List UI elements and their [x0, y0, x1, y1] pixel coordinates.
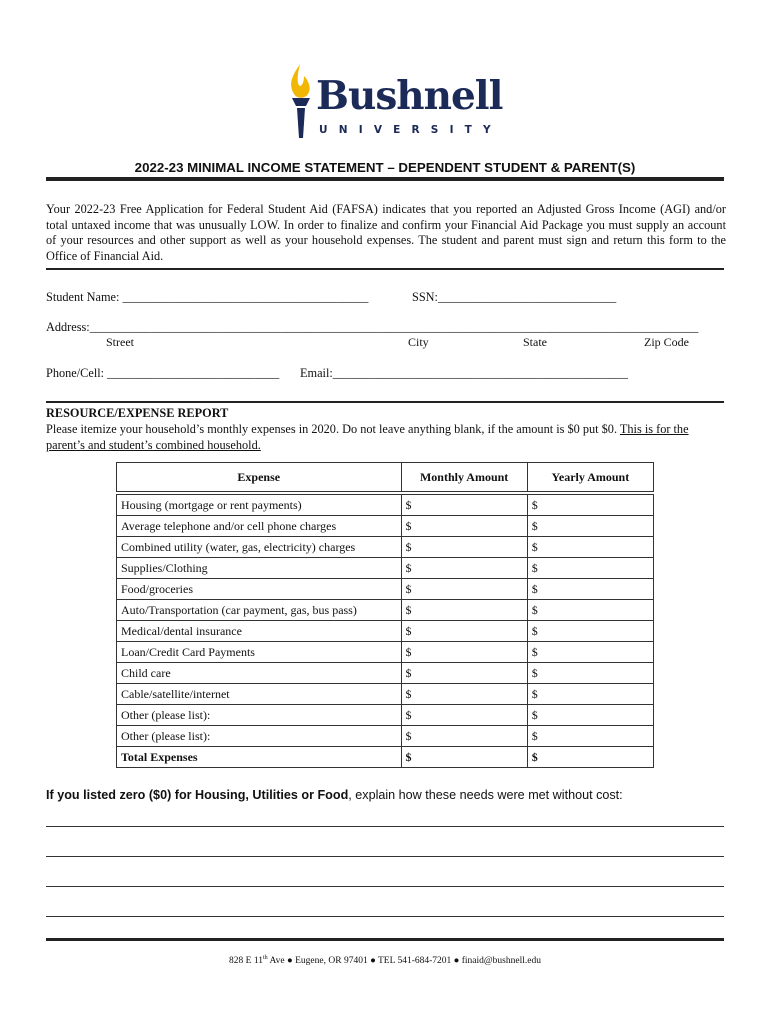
- total-monthly-cell[interactable]: $: [401, 747, 527, 768]
- total-row: [117, 747, 654, 768]
- table-row: [117, 516, 654, 537]
- footer-address: 828 E 11: [229, 956, 263, 967]
- footer-sup: th: [263, 955, 268, 961]
- yearly-amount-cell[interactable]: $: [527, 705, 653, 726]
- footer-contact: [46, 955, 724, 966]
- col-yearly: Yearly Amount: [527, 463, 653, 494]
- monthly-amount-cell[interactable]: $: [401, 516, 527, 537]
- monthly-amount-cell[interactable]: $: [401, 537, 527, 558]
- yearly-amount-cell[interactable]: $: [527, 516, 653, 537]
- report-note-text: Please itemize your household’s monthly expenses in 2020. Do not leave anything blank, if the amount is $0 put $0.: [46, 422, 620, 436]
- expense-label: Medical/dental insurance: [117, 621, 402, 642]
- yearly-amount-cell[interactable]: $: [527, 558, 653, 579]
- expense-label: Other (please list):: [117, 705, 402, 726]
- torch-icon: [286, 62, 316, 140]
- table-row: [117, 684, 654, 705]
- total-label: Total Expenses: [117, 747, 402, 768]
- monthly-amount-cell[interactable]: $: [401, 726, 527, 747]
- yearly-amount-cell[interactable]: $: [527, 663, 653, 684]
- table-row: [117, 663, 654, 684]
- report-rule: [46, 401, 724, 403]
- yearly-amount-cell[interactable]: $: [527, 621, 653, 642]
- table-row: [117, 558, 654, 579]
- expense-label: Housing (mortgage or rent payments): [117, 493, 402, 516]
- explain-line-4[interactable]: [46, 916, 724, 917]
- table-row: [117, 705, 654, 726]
- address-street-label: Street: [106, 335, 134, 349]
- yearly-amount-cell[interactable]: $: [527, 726, 653, 747]
- logo-wordmark: Bushnell: [316, 73, 503, 119]
- report-heading: RESOURCE/EXPENSE REPORT: [46, 406, 229, 420]
- explain-bold: If you listed zero ($0) for Housing, Utilities or Food: [46, 788, 349, 802]
- explain-line-3[interactable]: [46, 886, 724, 887]
- monthly-amount-cell[interactable]: $: [401, 663, 527, 684]
- bushnell-logo: [286, 62, 503, 142]
- monthly-amount-cell[interactable]: $: [401, 642, 527, 663]
- expense-label: Supplies/Clothing: [117, 558, 402, 579]
- expense-table: [116, 462, 654, 768]
- address-state-label: State: [523, 335, 547, 349]
- expense-label: Cable/satellite/internet: [117, 684, 402, 705]
- email-field[interactable]: Email:________________________________________________: [300, 366, 628, 380]
- expense-label: Combined utility (water, gas, electricity) charges: [117, 537, 402, 558]
- yearly-amount-cell[interactable]: $: [527, 600, 653, 621]
- total-yearly-cell[interactable]: $: [527, 747, 653, 768]
- explain-line-2[interactable]: [46, 856, 724, 857]
- explain-prompt: [46, 788, 623, 802]
- intro-rule: [46, 268, 724, 270]
- title-rule: [46, 177, 724, 181]
- yearly-amount-cell[interactable]: $: [527, 537, 653, 558]
- logo-subtitle: UNIVERSITY: [319, 124, 502, 136]
- expense-label: Average telephone and/or cell phone charges: [117, 516, 402, 537]
- table-row: [117, 621, 654, 642]
- intro-paragraph: Your 2022-23 Free Application for Federal Student Aid (FAFSA) indicates that you reported an Adjusted Gross Income (AGI) and/or total untaxed income that was unusually LOW. In order to finalize and confirm your Financial Aid Package you must supply an account of your resources and other support as well as your household expenses. The student and parent must sign and return this form to the Office of Financial Aid.: [46, 202, 726, 264]
- phone-field[interactable]: Phone/Cell: ____________________________: [46, 366, 280, 380]
- monthly-amount-cell[interactable]: $: [401, 579, 527, 600]
- expense-label: Child care: [117, 663, 402, 684]
- yearly-amount-cell[interactable]: $: [527, 642, 653, 663]
- yearly-amount-cell[interactable]: $: [527, 579, 653, 600]
- yearly-amount-cell[interactable]: $: [527, 493, 653, 516]
- expense-label: Other (please list):: [117, 726, 402, 747]
- ssn-field[interactable]: SSN:_____________________________: [412, 290, 617, 304]
- col-monthly: Monthly Amount: [401, 463, 527, 494]
- address-city-label: City: [408, 335, 429, 349]
- address-zip-label: Zip Code: [644, 335, 689, 349]
- table-row: [117, 600, 654, 621]
- expense-label: Loan/Credit Card Payments: [117, 642, 402, 663]
- table-row: [117, 537, 654, 558]
- table-row: [117, 493, 654, 516]
- student-name-field[interactable]: Student Name: ________________________________________: [46, 290, 369, 304]
- expense-label: Food/groceries: [117, 579, 402, 600]
- monthly-amount-cell[interactable]: $: [401, 600, 527, 621]
- monthly-amount-cell[interactable]: $: [401, 684, 527, 705]
- monthly-amount-cell[interactable]: $: [401, 621, 527, 642]
- explain-line-1[interactable]: [46, 826, 724, 827]
- table-row: [117, 726, 654, 747]
- monthly-amount-cell[interactable]: $: [401, 705, 527, 726]
- monthly-amount-cell[interactable]: $: [401, 558, 527, 579]
- col-expense: Expense: [117, 463, 402, 494]
- form-title: 2022-23 MINIMAL INCOME STATEMENT – DEPENDENT STUDENT & PARENT(S): [134, 160, 636, 175]
- address-field[interactable]: Address:___________________________________________________________________________________________________: [46, 320, 699, 334]
- explain-rest: , explain how these needs were met without cost:: [348, 788, 623, 802]
- table-row: [117, 642, 654, 663]
- footer-rule: [46, 938, 724, 941]
- expense-label: Auto/Transportation (car payment, gas, bus pass): [117, 600, 402, 621]
- table-row: [117, 579, 654, 600]
- monthly-amount-cell[interactable]: $: [401, 493, 527, 516]
- yearly-amount-cell[interactable]: $: [527, 684, 653, 705]
- footer-contact-text: Ave ● Eugene, OR 97401 ● TEL 541-684-7201 ● finaid@bushnell.edu: [267, 956, 541, 967]
- report-note: [46, 422, 726, 453]
- report-note-underlined: This is for the parent’s and student’s combined household.: [46, 422, 689, 452]
